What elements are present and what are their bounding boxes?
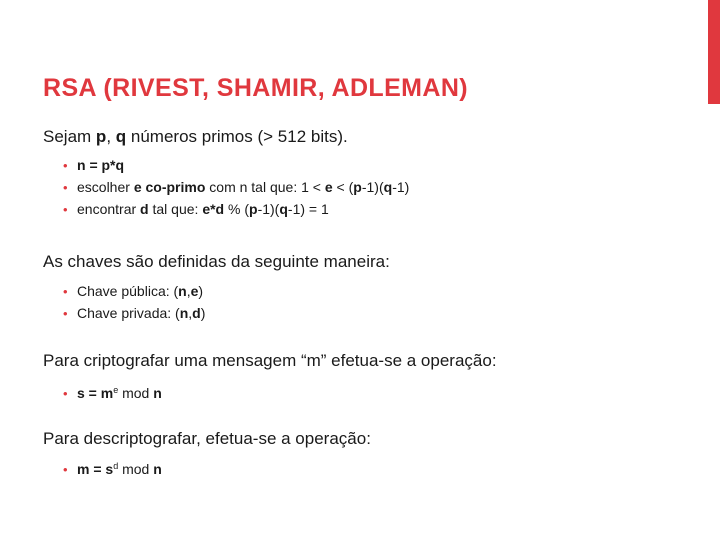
slide-title: RSA (RIVEST, SHAMIR, ADLEMAN) (43, 74, 469, 102)
bullet-icon: • (63, 284, 68, 299)
bullet-icon: • (63, 306, 68, 321)
encrypt-heading: Para criptografar uma mensagem “m” efetua-se a operação: (43, 351, 497, 370)
encrypt-bullet-list (63, 382, 162, 404)
var-q: q (115, 127, 127, 146)
bullet-icon: • (63, 202, 68, 217)
decrypt-bullet-list (63, 458, 162, 480)
var-p: p (95, 127, 107, 146)
decrypt-heading: Para descriptografar, efetua-se a operação: (43, 429, 371, 448)
list-item: • escolher e co-primo com n tal que: 1 < e < (p-1)(q-1) (63, 176, 409, 198)
exponent: d (113, 461, 119, 471)
list-item: • n = p*q (63, 154, 409, 176)
keys-bullet-list (63, 280, 205, 324)
list-item: • encontrar d tal que: e*d % (p-1)(q-1) = 1 (63, 198, 409, 220)
bullet-icon: • (63, 158, 68, 173)
keys-heading: As chaves são definidas da seguinte maneira: (43, 252, 390, 271)
bullet-icon: • (63, 180, 68, 195)
intro-line: Sejam p, q números primos (> 512 bits). (43, 127, 348, 146)
list-item: • Chave pública: (n,e) (63, 280, 205, 302)
exponent: e (113, 385, 119, 395)
list-item: • $m = s^d$ mod n (63, 458, 162, 480)
bullet-icon: • (63, 462, 68, 477)
list-item: • $s = m^e$ mod n (63, 382, 162, 404)
list-item: • Chave privada: (n,d) (63, 302, 205, 324)
intro-bullet-list (63, 154, 409, 220)
bullet-icon: • (63, 386, 68, 401)
accent-bar (708, 0, 720, 104)
